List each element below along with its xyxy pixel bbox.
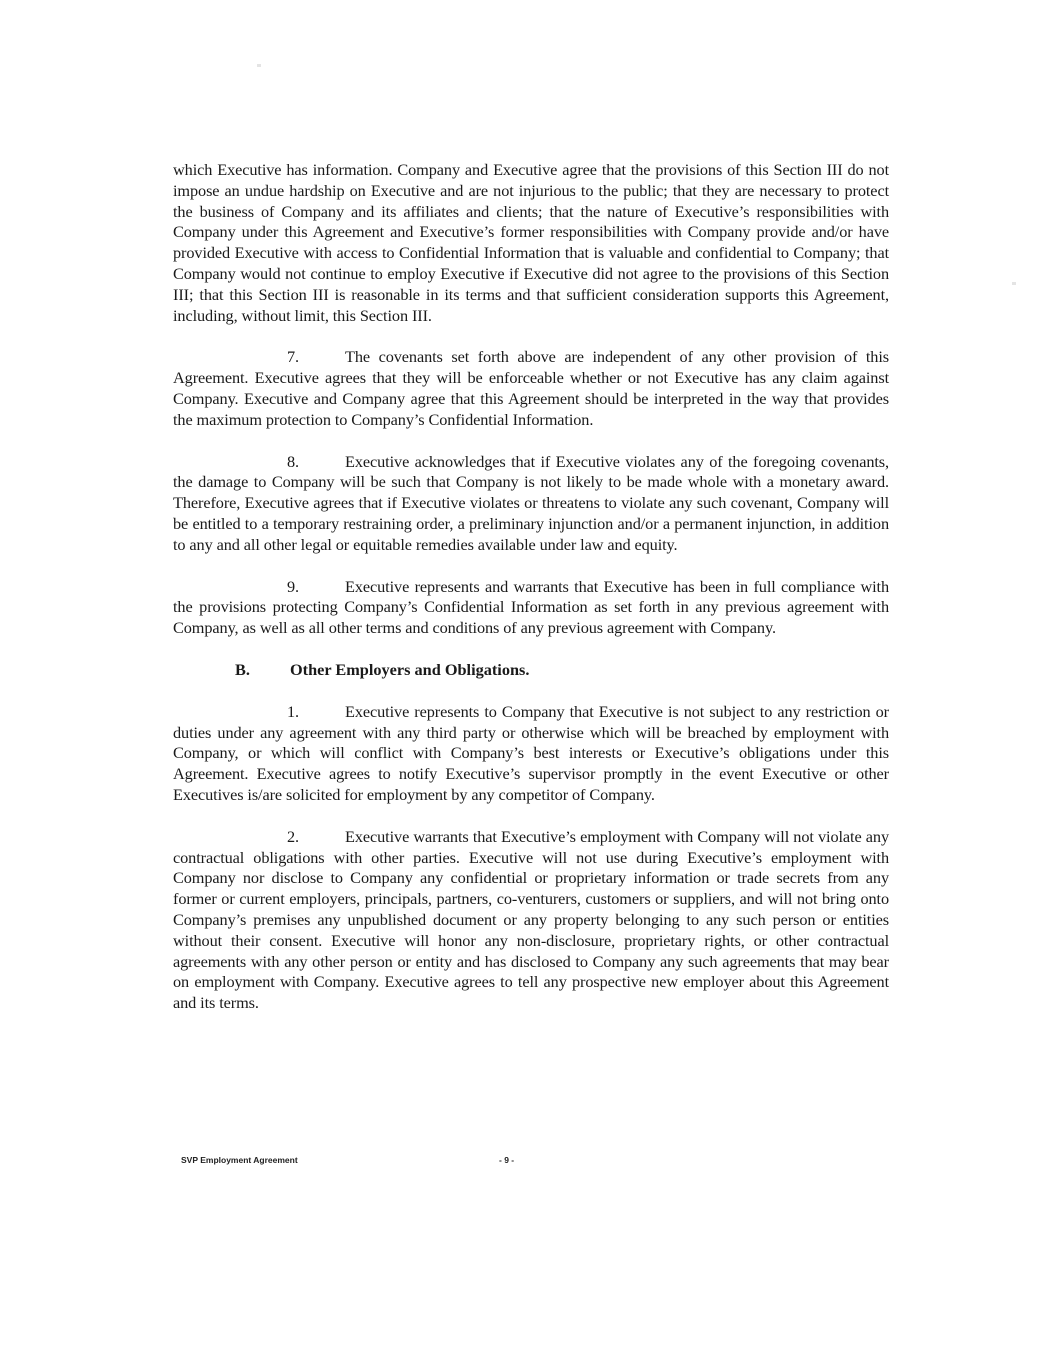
footer-page-number: - 9 - <box>499 1155 515 1165</box>
paragraph-9 <box>173 577 889 639</box>
scan-artifact <box>1012 282 1016 285</box>
document-body <box>173 160 889 1035</box>
paragraph-text: which Executive has information. Company and Executive agree that the provisions of this Section III do not impose an undue hardship on Executive and are not injurious to the public; that they are necessary to protect the business of Company and its affiliates and clients; that the nature of Executive’s responsibilities with Company under this Agreement and Executive’s former responsibilities with Company provide and/or have provided Executive with access to Confidential Information that is valuable and confidential to Company; that Company would not continue to employ Executive if Executive did not agree to the provisions of this Section III; that this Section III is reasonable in its terms and that sufficient consideration supports this Agreement, including, without limit, this Section III. <box>173 160 889 325</box>
paragraph-text: Executive acknowledges that if Executive violates any of the foregoing covenants, the damage to Company will be such that Company is not likely to be made whole with a monetary award. Therefore, Executive agrees that if Executive violates or threatens to violate any such covenant, Company will be entitled to a temporary restraining order, a preliminary injunction and/or a permanent injunction, in addition to any and all other legal or equitable remedies available under law and equity. <box>173 451 889 554</box>
paragraph-continuation <box>173 160 889 326</box>
paragraph-b1 <box>173 702 889 806</box>
paragraph-text: The covenants set forth above are independent of any other provision of this Agreement. Executive agrees that they will be enforceable whether or not Executive has any claim against Company. Executive and Company agree that this Agreement should be interpreted in the way that provides the maximum protection to Company’s Confidential Information. <box>173 347 889 429</box>
paragraph-number: 8. <box>287 451 300 471</box>
paragraph-number: 9. <box>287 576 300 596</box>
section-number: B. <box>235 659 250 679</box>
footer-document-name: SVP Employment Agreement <box>181 1155 298 1165</box>
paragraph-b2 <box>173 827 889 1014</box>
paragraph-8 <box>173 452 889 556</box>
paragraph-text: Executive represents and warrants that Executive has been in full compliance with the provisions protecting Company’s Confidential Information as set forth in any previous agreement with Company, as well as all other terms and conditions of any previous agreement with Company. <box>173 576 889 638</box>
paragraph-7 <box>173 347 889 430</box>
paragraph-number: 1. <box>287 701 300 721</box>
section-title: Other Employers and Obligations. <box>290 659 530 679</box>
section-heading <box>173 660 889 681</box>
paragraph-text: Executive warrants that Executive’s employment with Company will not violate any contractual obligations with other parties. Executive will not use during Executive’s employment with Company nor disclose to Company any confidential or proprietary information or trade secrets from any former or current employers, principals, partners, co-venturers, customers or suppliers, and will not bring onto Company’s premises any unpublished document or any property belonging to any such person or entities without their consent. Executive will honor any non-disclosure, proprietary rights, or other contractual agreements with any other person or entity and has disclosed to Company any such agreements that may bear on employment with Company. Executive agrees to tell any prospective new employer about this Agreement and its terms. <box>173 826 889 1013</box>
scan-artifact <box>257 64 261 67</box>
paragraph-text: Executive represents to Company that Executive is not subject to any restriction or duties under any agreement with any third party or otherwise which will be breached by employment with Company, or which will conflict with Company’s best interests or Executive’s obligations under this Agreement. Executive agrees to notify Executive’s supervisor promptly in the event Executive or other Executives is/are solicited for employment by any competitor of Company. <box>173 701 889 804</box>
paragraph-number: 7. <box>287 347 300 367</box>
paragraph-number: 2. <box>287 826 300 846</box>
